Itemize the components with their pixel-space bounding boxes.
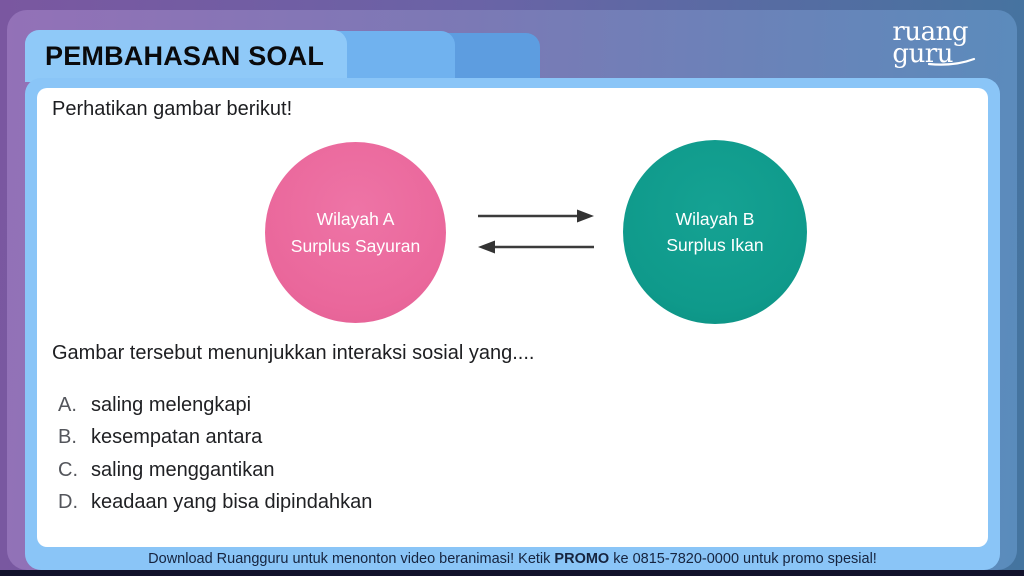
- option-d: [58, 487, 372, 520]
- ruangguru-logo: [892, 17, 968, 69]
- node-a-line-2: Surplus Sayuran: [290, 235, 421, 256]
- logo-line-2: guru: [892, 38, 953, 69]
- exchange-arrows-icon: [477, 205, 595, 257]
- promo-text-post: ke 0815-7820-0000 untuk promo spesial!: [609, 550, 877, 567]
- bottom-edge-strip: [0, 570, 1024, 576]
- option-a-letter: A.: [58, 393, 77, 416]
- node-a-line-1: Wilayah A: [316, 209, 395, 230]
- promo-banner: [25, 547, 1000, 570]
- answer-options: [58, 389, 372, 519]
- node-b-line-1: Wilayah B: [675, 208, 755, 229]
- promo-keyword: PROMO: [554, 550, 610, 567]
- promo-text-pre: Download Ruangguru untuk menonton video beranimasi! Ketik: [148, 550, 555, 567]
- option-b-letter: B.: [58, 426, 77, 449]
- option-a: [58, 389, 372, 422]
- option-c-letter: C.: [58, 458, 78, 481]
- header-tab-front: [25, 30, 347, 82]
- option-b-text: kesempatan antara: [91, 426, 263, 449]
- page-title: PEMBAHASAN SOAL: [45, 41, 325, 71]
- slide-panel: [25, 78, 1000, 570]
- option-b: [58, 422, 372, 455]
- logo-line-1: ruang: [892, 17, 968, 47]
- diagram-node-wilayah-a: [265, 142, 446, 323]
- option-a-text: saling melengkapi: [91, 393, 252, 416]
- diagram-node-wilayah-b: [623, 140, 807, 324]
- node-b-line-2: Surplus Ikan: [666, 235, 764, 255]
- logo-swoosh-icon: [928, 57, 976, 67]
- option-c-text: saling menggantikan: [91, 458, 275, 481]
- option-d-text: keadaan yang bisa dipindahkan: [91, 491, 373, 514]
- slide-content: [37, 88, 988, 547]
- option-d-letter: D.: [58, 491, 78, 514]
- option-c: [58, 454, 372, 487]
- prompt-text: Perhatikan gambar berikut!: [52, 98, 293, 120]
- question-text: Gambar tersebut menunjukkan interaksi sosial yang....: [52, 342, 535, 364]
